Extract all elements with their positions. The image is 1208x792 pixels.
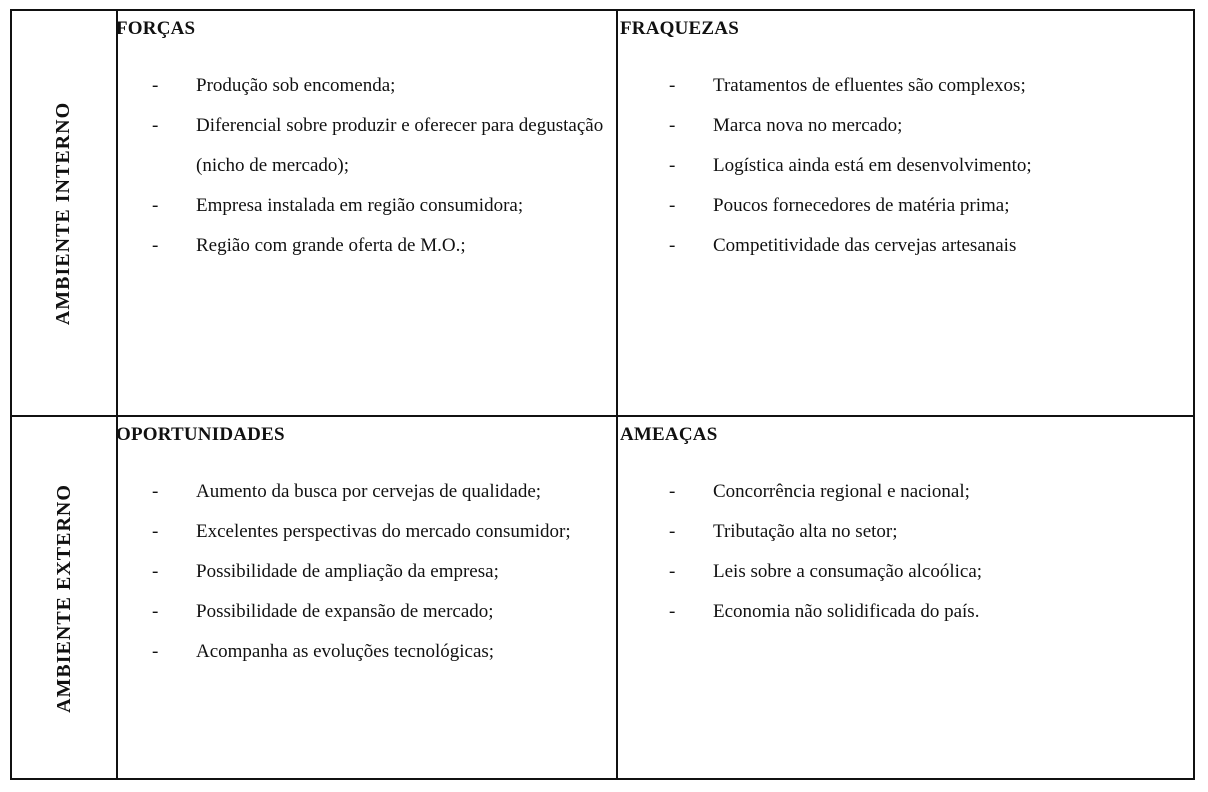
cell-title-fraquezas: FRAQUEZAS: [620, 18, 739, 39]
list-item: [669, 226, 1180, 266]
list-item: [152, 512, 604, 552]
bullet-dash: -: [152, 601, 159, 622]
list-item: [152, 472, 604, 512]
list-item: [669, 472, 1180, 512]
list-item-text: Leis sobre a consumação alcoólica;: [713, 561, 983, 582]
bullet-dash: -: [669, 601, 676, 622]
list-item-text: Competitividade das cervejas artesanais: [713, 235, 1017, 256]
list-item-text: Tributação alta no setor;: [713, 521, 898, 542]
list-item: [669, 552, 1180, 592]
list-item-text: Região com grande oferta de M.O.;: [196, 235, 466, 256]
cell-forcas: [116, 18, 604, 266]
list-item-text: Aumento da busca por cervejas de qualidade;: [196, 481, 542, 502]
list-item: [152, 226, 604, 266]
list-item: [152, 632, 604, 672]
list-item-text: Possibilidade de expansão de mercado;: [196, 601, 494, 622]
bullet-dash: -: [669, 235, 676, 256]
list-item: [152, 186, 604, 226]
list-item: [669, 512, 1180, 552]
cell-title-oportunidades: OPORTUNIDADES: [116, 424, 285, 445]
list-item-text: Marca nova no mercado;: [713, 115, 903, 136]
list-item-text: Excelentes perspectivas do mercado consumidor;: [196, 521, 571, 542]
list-item-text: Possibilidade de ampliação da empresa;: [196, 561, 499, 582]
list-item-text: Tratamentos de efluentes são complexos;: [713, 75, 1026, 96]
list-item-text: Logística ainda está em desenvolvimento;: [713, 155, 1032, 176]
bullet-dash: -: [669, 481, 676, 502]
row-label-internal-text: AMBIENTE INTERNO: [52, 101, 75, 325]
bullet-dash: -: [152, 481, 159, 502]
cell-fraquezas: [620, 18, 1180, 266]
divider-vertical-middle: [616, 11, 618, 778]
list-item: [669, 66, 1180, 106]
list-item: [669, 592, 1180, 632]
row-label-internal: [12, 11, 116, 415]
bullet-dash: -: [152, 115, 159, 136]
bullet-dash: -: [152, 561, 159, 582]
list-forcas: [116, 66, 604, 266]
row-label-external-text: AMBIENTE EXTERNO: [52, 484, 75, 713]
row-label-external: [12, 417, 116, 780]
list-ameacas: [620, 472, 1180, 632]
bullet-dash: -: [152, 75, 159, 96]
bullet-dash: -: [152, 641, 159, 662]
list-item: [152, 552, 604, 592]
list-fraquezas: [620, 66, 1180, 266]
list-item: [152, 106, 604, 186]
list-item: [152, 66, 604, 106]
list-oportunidades: [116, 472, 604, 672]
bullet-dash: -: [152, 195, 159, 216]
list-item-text: Acompanha as evoluções tecnológicas;: [196, 641, 495, 662]
list-item-text: Concorrência regional e nacional;: [713, 481, 970, 502]
list-item-text: Poucos fornecedores de matéria prima;: [713, 195, 1010, 216]
list-item-text: Empresa instalada em região consumidora;: [196, 195, 524, 216]
list-item-text: Diferencial sobre produzir e oferecer para degustação (nicho de mercado);: [196, 115, 604, 176]
cell-title-forcas: FORÇAS: [116, 18, 196, 39]
bullet-dash: -: [669, 521, 676, 542]
list-item-text: Produção sob encomenda;: [196, 75, 396, 96]
list-item: [669, 146, 1180, 186]
cell-ameacas: [620, 424, 1180, 632]
list-item-text: Economia não solidificada do país.: [713, 601, 980, 622]
bullet-dash: -: [669, 115, 676, 136]
bullet-dash: -: [152, 235, 159, 256]
cell-title-ameacas: AMEAÇAS: [620, 424, 718, 445]
list-item: [152, 592, 604, 632]
list-item: [669, 186, 1180, 226]
cell-oportunidades: [116, 424, 604, 672]
bullet-dash: -: [669, 75, 676, 96]
divider-horizontal: [12, 415, 1193, 417]
bullet-dash: -: [152, 521, 159, 542]
bullet-dash: -: [669, 195, 676, 216]
bullet-dash: -: [669, 561, 676, 582]
list-item: [669, 106, 1180, 146]
bullet-dash: -: [669, 155, 676, 176]
